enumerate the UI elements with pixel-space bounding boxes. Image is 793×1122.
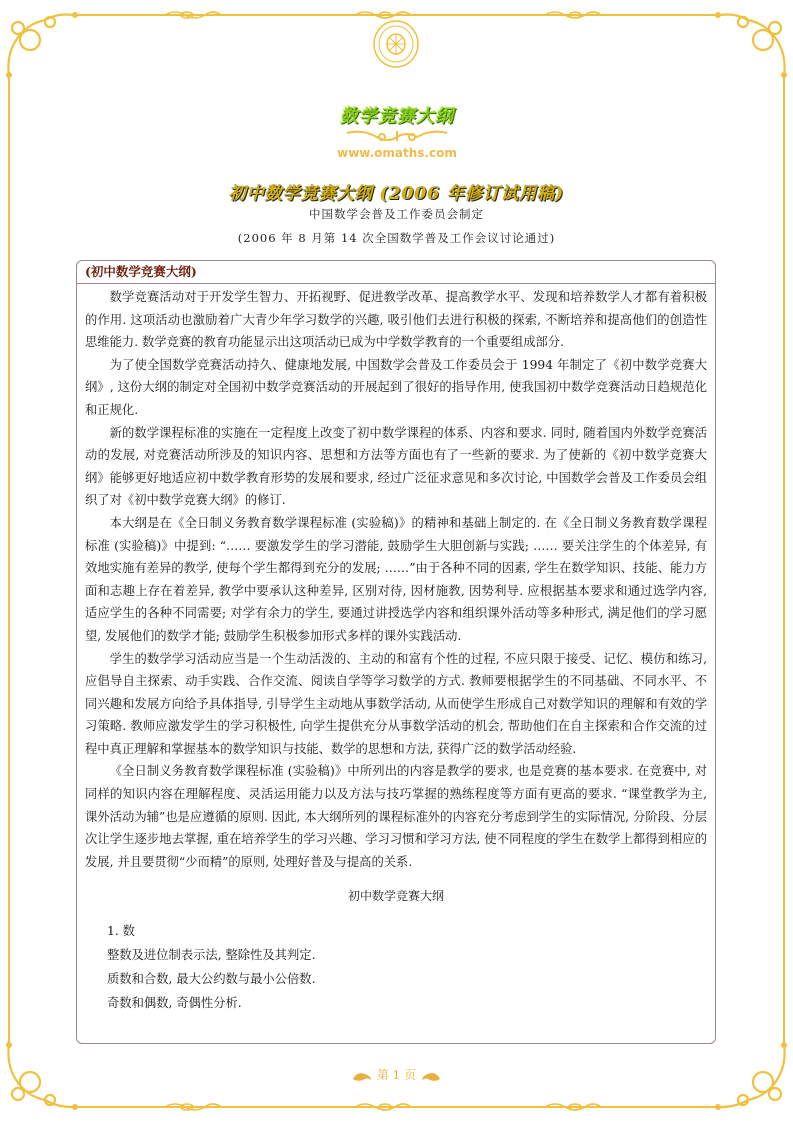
swirl-right-icon [420, 1071, 442, 1081]
section-heading-number: 1. 数 [107, 924, 135, 939]
page-footer [0, 1066, 793, 1083]
content-box [76, 260, 716, 1044]
document-approval-note: (2006 年 8 月第 14 次全国数学普及工作会议讨论通过) [237, 231, 556, 245]
site-logo[interactable] [330, 102, 464, 160]
content-box-body [77, 284, 715, 1015]
intro-paragraph: 新的数学课程标准的实施在一定程度上改变了初中数学课程的体系、内容和要求. 同时, 随着国内外数学竞赛活动的发展, 对竞赛活动所涉及的知识内容、思想和方法等方面也有了一些新的要求. 为了使新的《初中数学竞赛大纲》能够更好地适应初中数学教育形势的发展和要求, 经过广泛征求意见和多次讨论, 中国数学会普及工作委员会组织了对《初中数学竞赛大纲》的修订. [85, 425, 707, 508]
intro-paragraph: 本大纲是在《全日制义务教育数学课程标准 (实验稿)》的精神和基础上制定的. 在《全日制义务教育数学课程标准 (实验稿)》中提到: “…… 要激发学生的学习潜能, 鼓励学生大胆创新与实践; …… 要关注学生的个体差异, 有效地实施有差异的教学, 使每个学生都得到充分的发展; ……”由于各种不同的因素, 学生在数学知识、技能、能力方面和志趣上存在着差异, 教学中要承认这种差异, 区别对待, 因材施教, 因势利导. 应根据基本要求和通过选学内容, 适应学生的各种不同需要; 对学有余力的学生, 要通过讲授选学内容和组织课外活动等多种形式, 满足他们的学习愿望, 发展他们的数学才能; 鼓励学生积极参加形式多样的课外实践活动. [85, 515, 707, 643]
intro-paragraph: 为了使全国数学竞赛活动持久、健康地发展, 中国数学会普及工作委员会于 1994 年制定了《初中数学竞赛大纲》, 这份大纲的制定对全国初中数学竞赛活动的开展起到了很好的指导作用, 使我国初中数学竞赛活动日趋规范化和正规化. [85, 357, 707, 417]
intro-paragraph: 《全日制义务教育数学课程标准 (实验稿)》中所列出的内容是教学的要求, 也是竞赛的基本要求. 在竞赛中, 对同样的知识内容在理解程度、灵活运用能力以及方法与技巧掌握的熟练程度等方面有更高的要求. “课堂教学为主, 课外活动为辅”也是应遵循的原则. 因此, 本大纲所列的课程标准外的内容充分考虑到学生的实际情况, 分阶段、分层次让学生逐步地去掌握, 重在培养学生的学习兴趣、学习习惯和学习方法, 使不同程度的学生在数学上都得到相应的发展, 并且要贯彻“少而精”的原则, 处理好普及与提高的关系. [85, 764, 707, 869]
intro-paragraph: 数学竞赛活动对于开发学生智力、开拓视野、促进教学改革、提高教学水平、发现和培养数学人才都有着积极的作用. 这项活动也激励着广大青少年学习数学的兴趣, 吸引他们去进行积极的探索, 不断培养和提高他们的创造性思维能力. 数学竞赛的教育功能显示出这项活动已成为中学数学教育的一个重要组成部分. [85, 290, 707, 350]
syllabus-item: 奇数和偶数, 奇偶性分析. [107, 996, 242, 1011]
document-issuer: 中国数学会普及工作委员会制定 [309, 207, 484, 221]
logo-url-link[interactable]: www.omaths.com [337, 146, 457, 160]
ornament-flourish-icon [342, 129, 452, 143]
page-number: 第 1 页 [376, 1068, 417, 1082]
document-title: 初中数学竞赛大纲 (2006 年修订试用稿) [228, 184, 565, 204]
logo-title: 数学竞赛大纲 [340, 106, 454, 127]
content-box-header: (初中数学竞赛大纲) [77, 261, 715, 284]
syllabus-item: 质数和合数, 最大公约数与最小公倍数. [107, 972, 316, 987]
swirl-left-icon [351, 1071, 373, 1081]
syllabus-item: 整数及进位制表示法, 整除性及其判定. [107, 948, 316, 963]
section-title: 初中数学竞赛大纲 [347, 889, 444, 904]
intro-paragraph: 学生的数学学习活动应当是一个生动活泼的、主动的和富有个性的过程, 不应只限于接受、记忆、模仿和练习, 应倡导自主探索、动手实践、合作交流、阅读自学等学习数学的方式. 教师要根据学生的不同基础、不同水平、不同兴趣和发展方向给予具体指导, 引导学生主动地从事数学活动, 从而使学生形成自己对数学知识的理解和有效的学习策略. 教师应激发学生的学习积极性, 向学生提供充分从事数学活动的机会, 帮助他们在自主探索和合作交流的过程中真正理解和掌握基本的数学知识与技能、数学的思想和方法, 获得广泛的数学活动经验. [85, 651, 707, 756]
seal-emblem-icon [374, 21, 418, 67]
